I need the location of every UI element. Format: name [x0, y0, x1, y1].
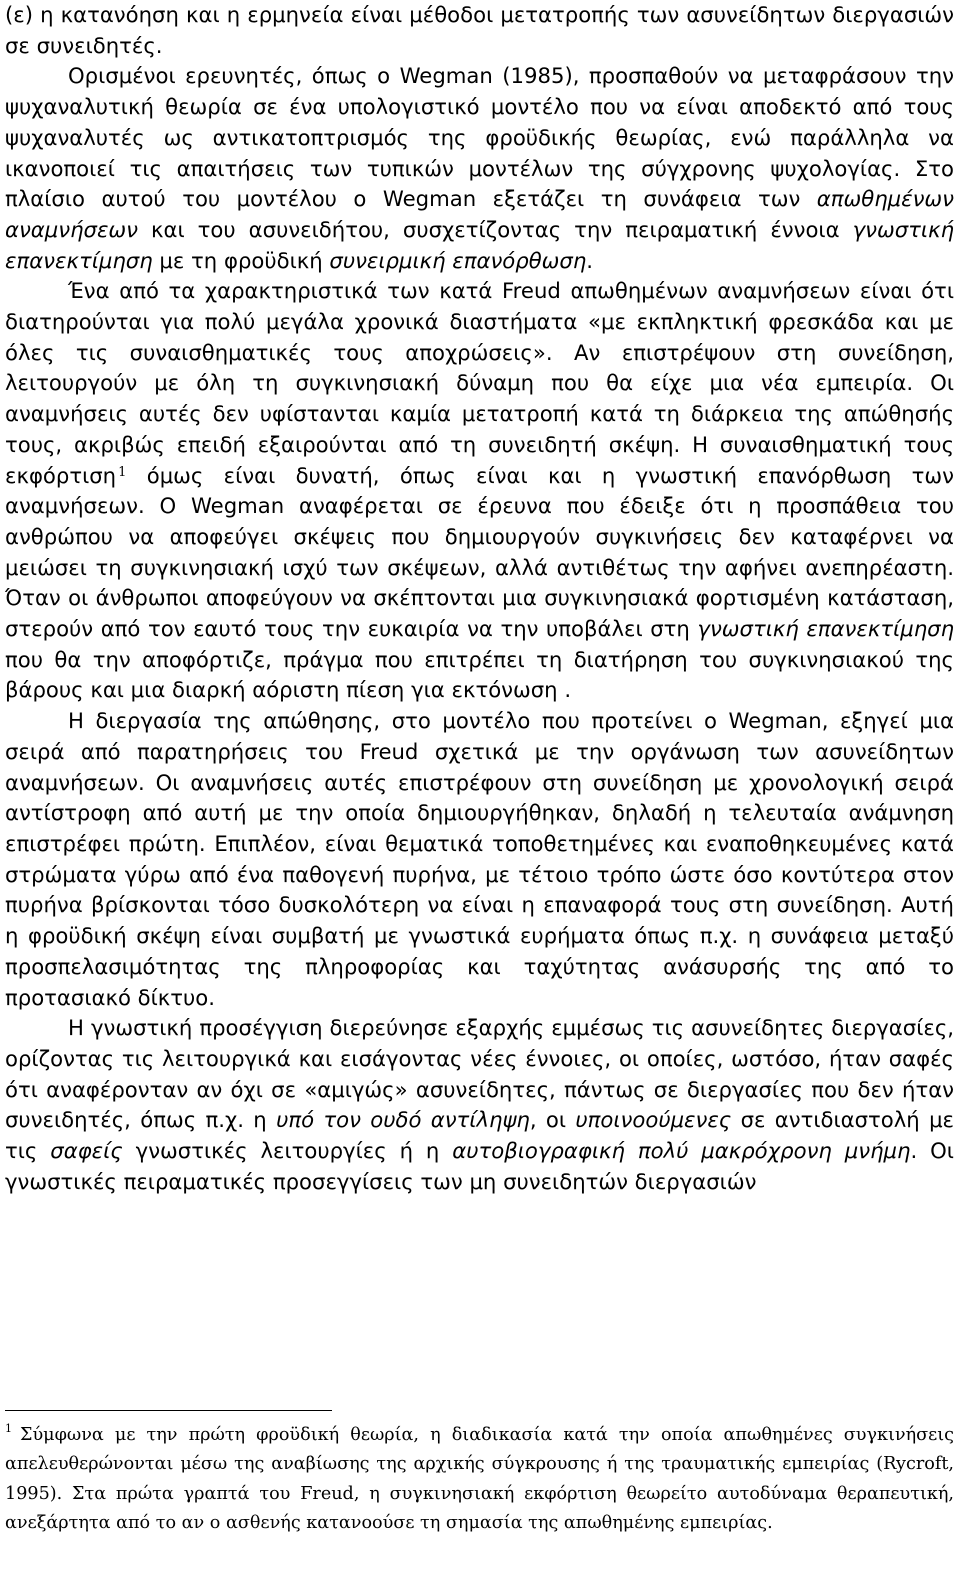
term-associative-correction: συνειρμική επανόρθωση — [329, 247, 587, 273]
paragraph-2-text-a: Ορισμένοι ερευνητές, όπως ο Wegman (1985), προσπαθούν να μεταφράσουν την ψυχαναλυτική θεωρία σε ένα υπολογιστικό μοντέλο που να είναι αποδεκτό από τους ψυχαναλυτές ως αντικατοπτρισμός της φροϋδικής θεωρίας, ενώ παράλληλα να ικανοποιεί τις απαιτήσεις των τυπικών μοντέλων της σύγχρονης ψυχολογίας. Στο πλαίσιο αυτού του μοντέλου ο Wegman εξετάζει τη συνάφεια των — [5, 63, 954, 212]
paragraph-2-text-g: . — [586, 247, 594, 273]
paragraph-3-text-a: Ένα από τα χαρακτηριστικά των κατά Freud απωθημένων αναμνήσεων είναι ότι διατηρούνται για πολύ μεγάλα χρονικά διαστήματα «με εκπληκτική φρεσκάδα και με όλες τις συναισθηματικές τους αποχρώσεις». Αν επιστρέψουν στη συνείδηση, λειτουργούν με όλη τη συγκινησιακή δύναμη που θα είχε μια νέα εμπειρία. Οι αναμνήσεις αυτές δεν υφίστανται καμία μετατροπή κατά τη διάρκεια της απώθησής τους, ακριβώς επειδή εξαιρούνται από τη συνειδητή σκέψη. Η συναισθηματική τους εκφόρτιση — [5, 278, 954, 488]
footnote-number: 1 — [5, 1422, 12, 1435]
term-autobiographical-memory: αυτοβιογραφική πολύ μακρόχρονη μνήμη — [452, 1138, 911, 1164]
paragraph-3 — [5, 276, 954, 706]
term-cognitive-reappraisal: γνωστική επανεκτίμηση — [5, 216, 954, 273]
term-subliminal-perception: υπό τον ουδό αντίληψη — [276, 1107, 530, 1133]
paragraph-3-text-d: που θα την αποφόρτιζε, πράγμα που επιτρέπει τη διατήρηση του συγκινησιακού της βάρους και μια διαρκή αόριστη πίεση για εκτόνωση . — [5, 646, 954, 703]
term-repressed-memories: απωθημένων αναμνήσεων — [5, 186, 954, 242]
term-implicit: υποινοούμενες — [575, 1107, 732, 1133]
paragraph-5-text-a: Η γνωστική προσέγγιση διερεύνησε εξαρχής εμμέσως τις ασυνείδητες διεργασίες, ορίζοντας τις λειτουργικά και εισάγοντας νέες έννοιες, οι οποίες, ωστόσο, ήταν σαφές ότι αναφέρονταν αν όχι σε «αμιγώς» ασυνείδητες, πάντως σε διεργασίες που δεν ήταν συνειδητές, όπως π.χ. η — [5, 1015, 954, 1133]
footnote — [5, 1421, 954, 1539]
paragraph-5-text-e: σε αντιδιαστολή με τις — [5, 1107, 954, 1164]
paragraph-2-text-c: και του ασυνειδήτου, συσχετίζοντας την πειραματική έννοια — [137, 216, 853, 242]
paragraph-1 — [5, 0, 954, 61]
document-body — [5, 0, 954, 1197]
paragraph-5-text-g: γνωστικές λειτουργίες ή η — [122, 1138, 453, 1164]
paragraph-2-text-e: με τη φροϋδική — [152, 247, 330, 273]
footnote-reference[interactable]: 1 — [118, 464, 127, 480]
paragraph-2 — [5, 61, 954, 276]
paragraph-5-text-i: . Οι γνωστικές πειραματικές προσεγγίσεις των μη συνειδητών διεργασιών — [5, 1138, 954, 1194]
paragraph-5-text-c: , οι — [529, 1107, 576, 1133]
footnote-separator — [5, 1410, 332, 1411]
paragraph-1-text: (ε) η κατανόηση και η ερμηνεία είναι μέθοδοι μετατροπής των ασυνείδητων διεργασιών σε συνειδητές. — [5, 2, 954, 58]
term-explicit: σαφείς — [50, 1138, 123, 1164]
paragraph-4-text: Η διεργασία της απώθησης, στο μοντέλο που προτείνει ο Wegman, εξηγεί μια σειρά από παρατηρήσεις του Freud σχετικά με την οργάνωση των ασυνείδητων αναμνήσεων. Οι αναμνήσεις αυτές επιστρέφουν στη συνείδηση με χρονολογική σειρά αντίστροφη από αυτή με την οποία δημιουργήθηκαν, δηλαδή η τελευταία ανάμνηση επιστρέφει πρώτη. Επιπλέον, είναι θεματικά τοποθετημένες και εναποθηκευμένες κατά στρώματα γύρω από ένα παθογενή πυρήνα, με τέτοιο τρόπο ώστε όσο κοντύτερα στον πυρήνα βρίσκονται τόσο δυσκολότερη να είναι η επαναφορά τους στη συνείδηση. Αυτή η φροϋδική σκέψη είναι συμβατή με γνωστικά ευρήματα όπως π.χ. η συνάφεια μεταξύ προσπελασιμότητας της πληροφορίας και ταχύτητας ανάσυρσής της από το προτασιακό δίκτυο. — [5, 708, 954, 1010]
paragraph-3-text-b: όμως είναι δυνατή, όπως είναι και η γνωστική επανόρθωση των αναμνήσεων. Ο Wegman αναφέρεται σε έρευνα που έδειξε ότι η προσπάθεια του ανθρώπου να αποφεύγει σκέψεις που δημιουργούν συγκινήσεις δεν καταφέρνει να μειώσει τη συγκινησιακή ισχύ των σκέψεων, αλλά αντιθέτως την αφήνει ανεπηρέαστη. Όταν οι άνθρωποι αποφεύγουν να σκέπτονται μια συγκινησιακά φορτισμένη κατάσταση, στερούν από τον εαυτό τους την ευκαιρία να την υποβάλει στη — [5, 462, 954, 642]
term-cognitive-reappraisal-2: γνωστική επανεκτίμηση — [697, 616, 954, 642]
paragraph-5 — [5, 1013, 954, 1197]
paragraph-4 — [5, 706, 954, 1013]
footnote-text: Σύμφωνα με την πρώτη φροϋδική θεωρία, η διαδικασία κατά την οποία απωθημένες συγκινήσεις απελευθερώνονται μέσω της αναβίωσης της αρχικής σύγκρουσης ή της τραυματικής εμπειρίας (Rycroft, 1995). Στα πρώτα γραπτά του Freud, η συγκινησιακή εκφόρτιση θεωρείτο αυτοδύναμα θεραπευτική, ανεξάρτητα από το αν ο ασθενής κατανοούσε τη σημασία της απωθημένης εμπειρίας. — [5, 1425, 954, 1534]
